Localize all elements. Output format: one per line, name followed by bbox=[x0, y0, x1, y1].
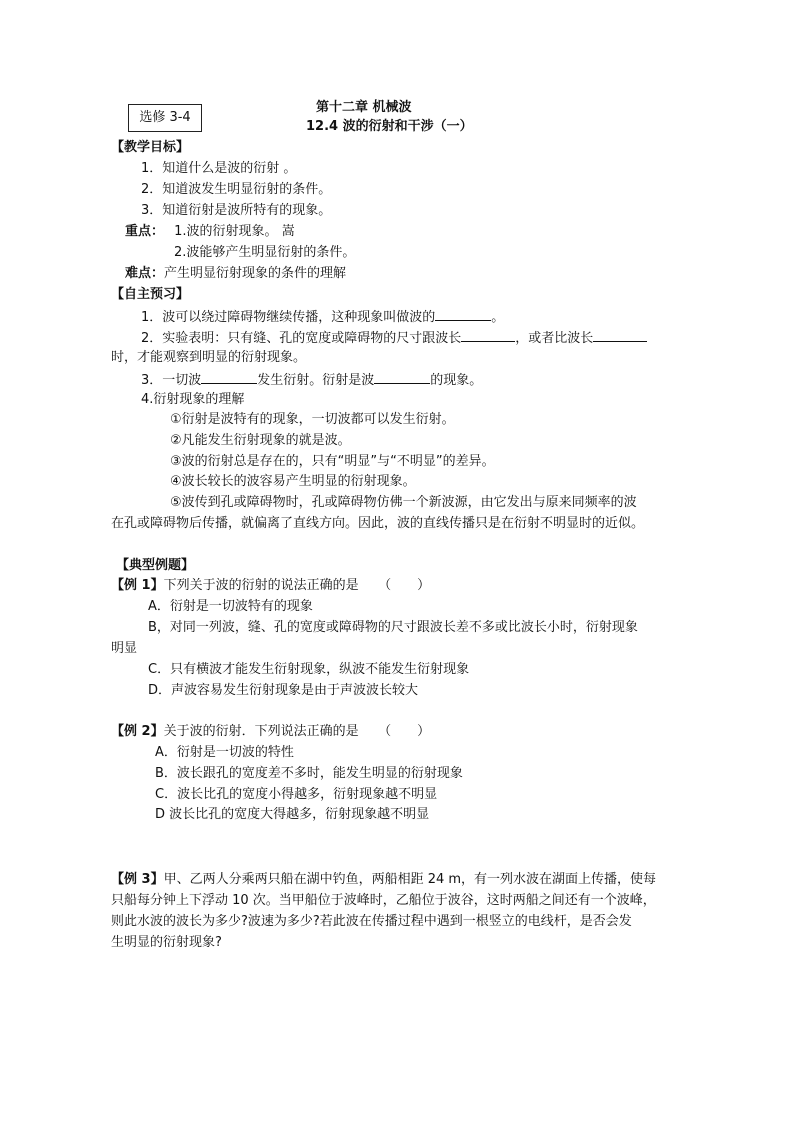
example-2-label: 【例 2】 bbox=[111, 724, 164, 739]
preview-q2 bbox=[141, 328, 647, 348]
preview-q3 bbox=[141, 370, 482, 390]
q1-text: 1．波可以绕过障碍物继续传播，这种现象叫做波的 bbox=[141, 310, 436, 325]
example-1-label: 【例 1】 bbox=[111, 578, 164, 593]
example-1-option: B，对同一列波，缝、孔的宽度或障碍物的尺寸跟波长差不多或比波长小时，衍射现象 bbox=[148, 620, 638, 635]
key-point-1: 1.波的衍射现象。 bbox=[174, 224, 278, 239]
example-2-question bbox=[111, 723, 430, 741]
example-1-option: A．衍射是一切波特有的现象 bbox=[148, 599, 313, 614]
example-3-line: 则此水波的波长为多少?波速为多少?若此波在传播过程中遇到一根竖立的电线杆，是否会发 bbox=[111, 914, 632, 929]
goal-item: 3．知道衍射是波所特有的现象。 bbox=[141, 203, 332, 218]
diffraction-point: ③波的衍射总是存在的，只有“明显”与“不明显”的差异。 bbox=[170, 454, 495, 469]
q2-blank-1[interactable] bbox=[461, 328, 515, 342]
example-2-option: A．衍射是一切波的特性 bbox=[155, 745, 294, 760]
q3-text: 3．一切波 bbox=[141, 373, 202, 388]
preview-q1 bbox=[141, 307, 504, 327]
goals-heading: 【教学目标】 bbox=[111, 140, 190, 155]
course-tag: 选修 3-4 bbox=[128, 104, 202, 132]
example-3-text: 甲、乙两人分乘两只船在湖中钓鱼，两船相距 24 m，有一列水波在湖面上传播，使每 bbox=[163, 872, 657, 887]
diffraction-point-cont: 在孔或障碍物后传播，就偏离了直线方向。因此，波的直线传播只是在衍射不明显时的近似。 bbox=[111, 516, 645, 531]
example-1-option: D．声波容易发生衍射现象是由于声波波长较大 bbox=[148, 683, 419, 698]
example-1-text: 下列关于波的衍射的说法正确的是 （ ） bbox=[163, 578, 431, 593]
q3-text-2: 发生衍射。衍射是波 bbox=[257, 373, 375, 388]
key-point-2: 2.波能够产生明显衍射的条件。 bbox=[174, 245, 356, 260]
preview-q4: 4.衍射现象的理解 bbox=[141, 392, 245, 407]
goal-item: 1．知道什么是波的衍射 。 bbox=[141, 161, 297, 176]
preview-heading: 【自主预习】 bbox=[111, 287, 190, 302]
difficulty-label: 难点： bbox=[125, 266, 165, 281]
difficulty-line bbox=[125, 265, 346, 283]
q3-blank-2[interactable] bbox=[374, 370, 430, 384]
chapter-title: 第十二章 机械波 bbox=[316, 100, 412, 115]
example-3-line: 生明显的衍射现象? bbox=[111, 935, 222, 950]
q2-blank-2[interactable] bbox=[593, 328, 647, 342]
diffraction-point: ②凡能发生衍射现象的就是波。 bbox=[170, 433, 351, 448]
difficulty-text: 产生明显衍射现象的条件的理解 bbox=[164, 266, 347, 281]
example-1-question bbox=[111, 577, 430, 595]
diffraction-point: ⑤波传到孔或障碍物时，孔或障碍物仿佛一个新波源，由它发出与原来同频率的波 bbox=[170, 495, 637, 510]
examples-heading: 【典型例题】 bbox=[116, 558, 195, 573]
q3-end: 的现象。 bbox=[430, 373, 483, 388]
q2-text-2: ，或者比波长 bbox=[515, 331, 594, 346]
goal-item: 2．知道波发生明显衍射的条件。 bbox=[141, 182, 332, 197]
q3-blank-1[interactable] bbox=[201, 370, 257, 384]
example-3-line: 只船每分钟上下浮动 10 次。当甲船位于波峰时，乙船位于波谷，这时两船之间还有一个波峰， bbox=[111, 893, 656, 908]
example-2-option: D 波长比孔的宽度大得越多，衍射现象越不明显 bbox=[155, 807, 430, 822]
preview-q2-cont: 时，才能观察到明显的衍射现象。 bbox=[111, 350, 307, 365]
diffraction-point: ④波长较长的波容易产生明显的衍射现象。 bbox=[170, 474, 416, 489]
diffraction-point: ①衍射是波特有的现象，一切波都可以发生衍射。 bbox=[170, 412, 455, 427]
key-points-line bbox=[125, 223, 295, 241]
q1-end: 。 bbox=[491, 310, 505, 325]
example-1-option-cont: 明显 bbox=[111, 641, 138, 656]
example-2-text: 关于波的衍射．下列说法正确的是 （ ） bbox=[163, 724, 431, 739]
lesson-title: 12.4 波的衍射和干涉（一） bbox=[306, 119, 473, 134]
example-3-line bbox=[111, 871, 656, 889]
example-1-option: C．只有横波才能发生衍射现象，纵波不能发生衍射现象 bbox=[148, 662, 470, 677]
key-points-label: 重点： bbox=[125, 224, 165, 239]
example-2-option: C．波长比孔的宽度小得越多，衍射现象越不明显 bbox=[155, 787, 438, 802]
q1-blank[interactable] bbox=[435, 307, 491, 321]
example-2-option: B．波长跟孔的宽度差不多时，能发生明显的衍射现象 bbox=[155, 766, 463, 781]
key-point-mark: 嵩 bbox=[281, 224, 295, 239]
example-3-label: 【例 3】 bbox=[111, 872, 164, 887]
q2-text: 2．实验表明：只有缝、孔的宽度或障碍物的尺寸跟波长 bbox=[141, 331, 462, 346]
